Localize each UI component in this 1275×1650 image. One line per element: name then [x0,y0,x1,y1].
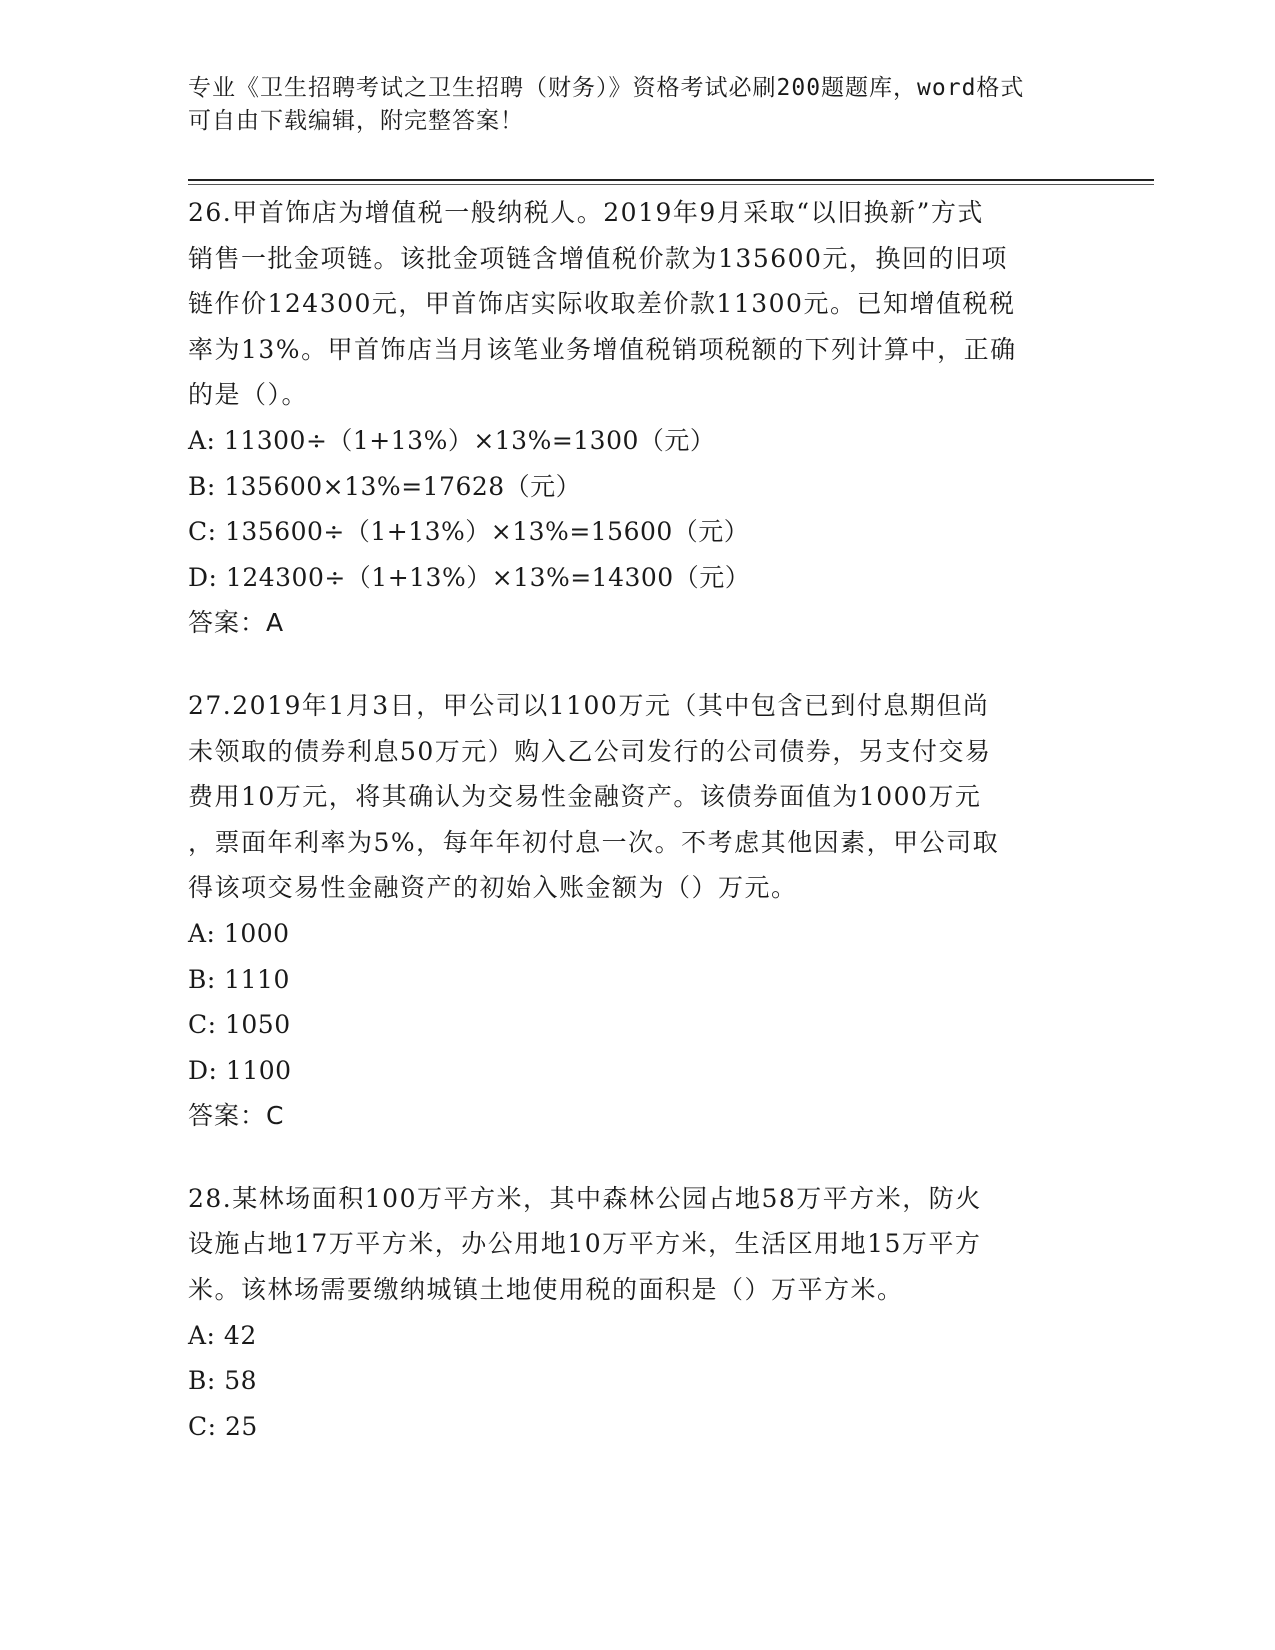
header-line-1: 专业《卫生招聘考试之卫生招聘（财务）》资格考试必刷200题题库，word格式 [188,75,1025,101]
option-c: C: 25 [188,1411,258,1441]
option-c: C: 135600÷（1+13%）×13%=15600（元） [188,517,750,547]
question-stem-line: 27.2019年1月3日，甲公司以1100万元（其中包含已到付息期但尚 [188,690,990,720]
question-stem-line: 米。该林场需要缴纳城镇土地使用税的面积是（）万平方米。 [188,1275,904,1305]
question-stem-line: 未领取的债券利息50万元）购入乙公司发行的公司债券，另支付交易 [188,736,992,766]
answer-label: 答案：A [188,608,285,638]
question-stem-line: 的是（）。 [188,380,309,410]
question-stem-line: 链作价124300元，甲首饰店实际收取差价款11300元。已知增值税税 [188,289,1016,319]
option-b: B: 1110 [188,964,290,994]
question-list [188,190,1088,1486]
question-stem-line: 得该项交易性金融资产的初始入账金额为（）万元。 [188,873,798,903]
option-a: A: 1000 [188,918,290,948]
question-28 [188,1176,1088,1450]
option-d: D: 1100 [188,1055,292,1085]
option-c: C: 1050 [188,1010,291,1040]
header-line-2: 可自由下载编辑，附完整答案！ [188,108,524,134]
option-d: D: 124300÷（1+13%）×13%=14300（元） [188,562,751,592]
question-stem-line: 28.某林场面积100万平方米，其中森林公园占地58万平方米，防火 [188,1183,982,1213]
option-b: B: 135600×13%=17628（元） [188,471,582,501]
option-a: A: 42 [188,1320,257,1350]
option-a: A: 11300÷（1+13%）×13%=1300（元） [188,425,716,455]
question-stem-line: 设施占地17万平方米，办公用地10万平方米，生活区用地15万平方 [188,1229,982,1259]
question-27 [188,683,1088,1139]
header-divider-thin [188,184,1154,185]
question-stem-line: 率为13%。甲首饰店当月该笔业务增值税销项税额的下列计算中，正确 [188,334,1017,364]
question-stem-line: ，票面年利率为5%，每年年初付息一次。不考虑其他因素，甲公司取 [188,827,1000,857]
question-26 [188,190,1088,646]
question-stem-line: 26.甲首饰店为增值税一般纳税人。2019年9月采取“以旧换新”方式 [188,198,984,227]
answer-label: 答案：C [188,1101,285,1131]
document-header [188,72,1088,138]
header-divider-thick [188,179,1154,181]
option-b: B: 58 [188,1366,258,1396]
question-stem-line: 销售一批金项链。该批金项链含增值税价款为135600元，换回的旧项 [188,243,1008,273]
question-stem-line: 费用10万元，将其确认为交易性金融资产。该债券面值为1000万元 [188,782,982,812]
